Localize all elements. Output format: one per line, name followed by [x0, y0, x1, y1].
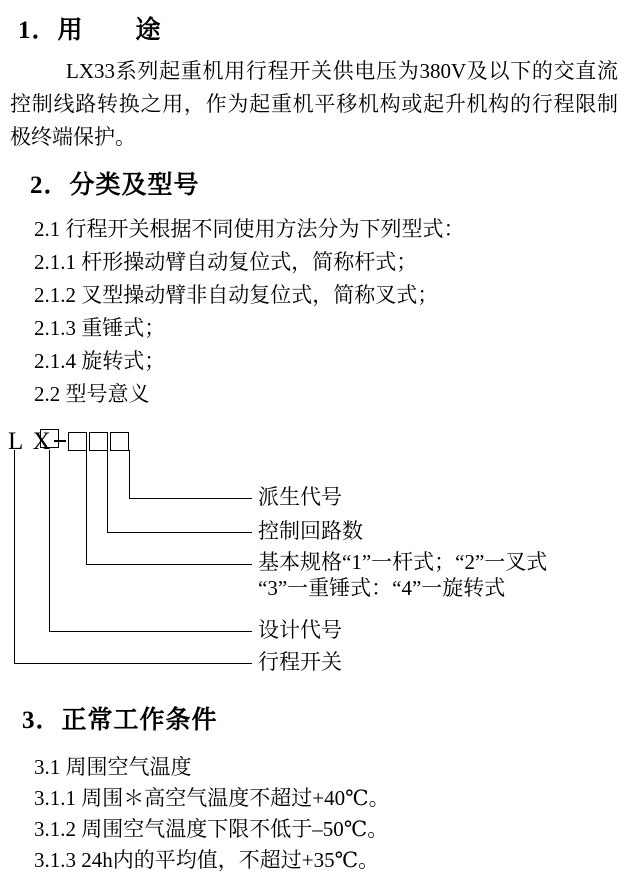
list-item: 3.1.3 24h内的平均值，不超过+35℃。: [34, 848, 380, 872]
section-3-list: [34, 752, 604, 876]
leader-vline-derivative: [129, 450, 130, 498]
list-item: 2.1.4 旋转式；: [34, 349, 166, 373]
section-2-list: [34, 213, 604, 411]
leader-vline-travel-switch: [14, 450, 15, 663]
callout-derivative-code: 派生代号: [258, 485, 342, 509]
list-item: 2.1.2 叉型操动臂非自动复位式，简称叉式；: [34, 283, 439, 307]
callout-design-code: 设计代号: [258, 618, 342, 642]
list-item: 3.1.1 周围＊高空气温度不超过+40℃。: [34, 786, 390, 810]
code-box-3: [89, 432, 108, 451]
section-2-heading: 2．分类及型号: [30, 172, 200, 199]
leader-hline-design: [49, 631, 252, 632]
list-item: 2.1 行程开关根据不同使用方法分为下列型式：: [34, 217, 465, 241]
model-code-string: [8, 428, 130, 456]
leader-hline-basic-spec: [86, 564, 252, 565]
leader-vline-design: [49, 450, 50, 631]
leader-hline-control: [107, 532, 252, 533]
callout-control-circuit-count: 控制回路数: [258, 519, 363, 543]
list-item: 3.1 周围空气温度: [34, 755, 192, 779]
intro-paragraph: [10, 55, 618, 154]
callout-travel-switch: 行程开关: [258, 650, 342, 674]
model-code-prefix: L X: [8, 428, 53, 455]
code-box-4: [110, 432, 129, 451]
list-item: 2.1.1 杆形操动臂自动复位式，简称杆式；: [34, 250, 418, 274]
intro-paragraph-text: LX33系列起重机用行程开关供电压为380V及以下的交直流控制线路转换之用，作为起重机平移机构或起升机构的行程限制极终端保护。: [10, 59, 618, 149]
leader-vline-basic-spec: [86, 450, 87, 564]
list-item: 2.1.3 重锤式；: [34, 316, 166, 340]
leader-hline-travel-switch: [14, 663, 252, 664]
section-1-heading: 1．用 途: [18, 17, 162, 44]
list-item: 2.2 型号意义: [34, 382, 150, 406]
section-3-heading: 3．正常工作条件: [22, 707, 218, 734]
code-box-2: [68, 432, 87, 451]
callout-basic-spec-line1: 基本规格“1”一杆式；“2”一叉式: [258, 550, 548, 574]
callout-basic-spec-line2: “3”一重锤式：“4”一旋转式: [258, 576, 506, 600]
list-item: 3.1.2 周围空气温度下限不低于–50℃。: [34, 817, 389, 841]
leader-vline-control: [107, 450, 108, 532]
code-box-1: [40, 429, 59, 448]
model-code-diagram: [0, 428, 627, 688]
leader-hline-derivative: [129, 498, 252, 499]
